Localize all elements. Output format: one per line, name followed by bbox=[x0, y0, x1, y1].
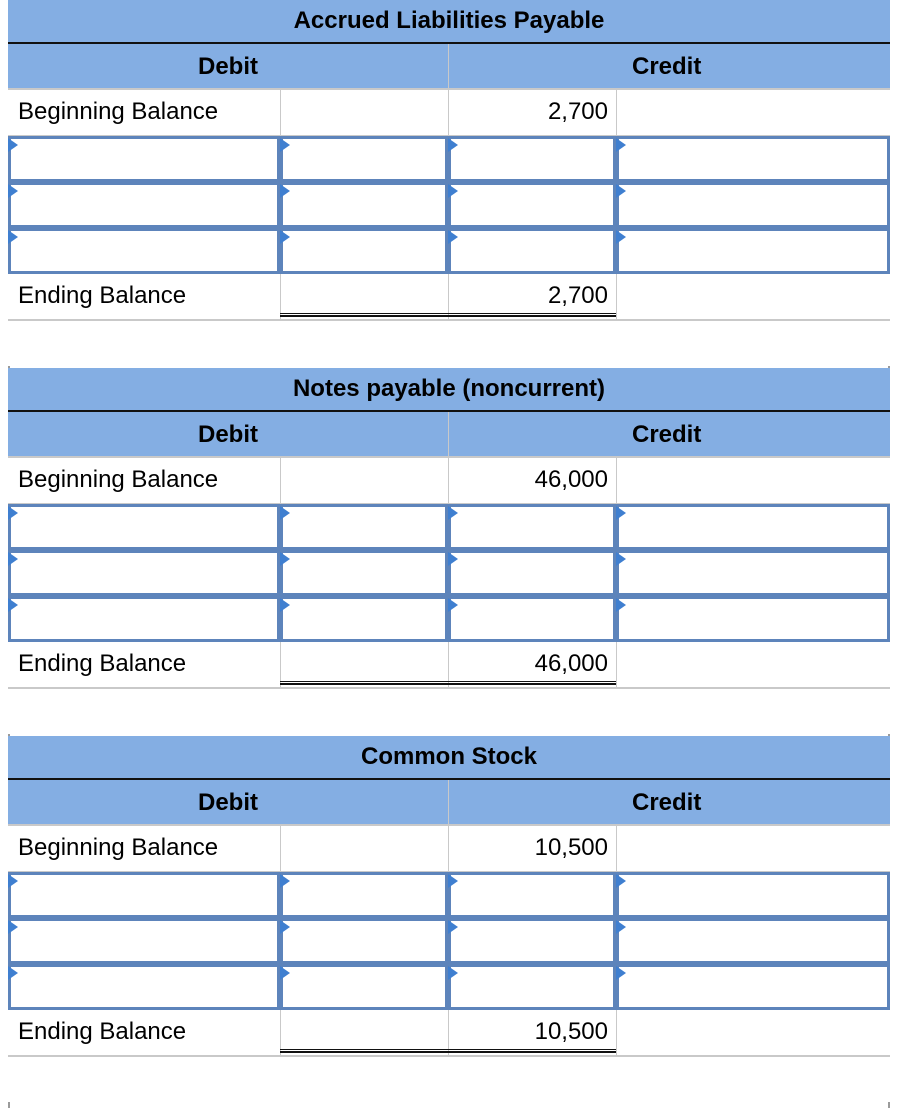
credit-header: Credit bbox=[632, 789, 702, 816]
dropdown-marker-icon bbox=[448, 598, 458, 612]
dropdown-marker-icon bbox=[280, 598, 290, 612]
debit-credit-header bbox=[8, 780, 890, 826]
dropdown-marker-icon bbox=[8, 598, 18, 612]
entry-account-input[interactable] bbox=[11, 507, 277, 547]
double-underline bbox=[280, 1049, 616, 1053]
entry-credit-input[interactable] bbox=[451, 599, 613, 639]
dropdown-marker-icon bbox=[448, 184, 458, 198]
entry-row bbox=[8, 504, 890, 550]
entry-debit-input[interactable] bbox=[283, 921, 445, 961]
dropdown-marker-icon bbox=[448, 920, 458, 934]
entry-account-input[interactable] bbox=[11, 967, 277, 1007]
dropdown-marker-icon bbox=[8, 506, 18, 520]
dropdown-marker-icon bbox=[280, 138, 290, 152]
ending-balance-row bbox=[8, 274, 890, 320]
entry-row bbox=[8, 182, 890, 228]
entry-credit-input[interactable] bbox=[451, 231, 613, 271]
account-accrued-liabilities-payable bbox=[8, 0, 890, 368]
entry-account-input-credit-side[interactable] bbox=[619, 875, 887, 915]
beginning-debit-cell bbox=[280, 458, 448, 503]
beginning-balance-label: Beginning Balance bbox=[18, 834, 219, 861]
entry-account-input[interactable] bbox=[11, 875, 277, 915]
dropdown-marker-icon bbox=[280, 506, 290, 520]
entry-credit-input[interactable] bbox=[451, 875, 613, 915]
dropdown-marker-icon bbox=[8, 920, 18, 934]
beginning-debit-cell bbox=[280, 826, 448, 871]
beginning-balance-row bbox=[8, 90, 890, 136]
ending-balance-label: Ending Balance bbox=[18, 282, 187, 309]
entry-debit-input[interactable] bbox=[283, 967, 445, 1007]
debit-header: Debit bbox=[198, 53, 258, 80]
ending-balance-label: Ending Balance bbox=[18, 650, 187, 677]
beginning-blank-cell bbox=[616, 90, 890, 135]
entry-credit-input[interactable] bbox=[451, 139, 613, 179]
beginning-balance-label: Beginning Balance bbox=[18, 466, 219, 493]
ending-balance-amount: 10,500 bbox=[534, 1018, 608, 1045]
account-notes-payable-noncurrent bbox=[8, 368, 890, 736]
header-divider bbox=[448, 780, 449, 824]
dropdown-marker-icon bbox=[280, 966, 290, 980]
ending-blank-cell bbox=[616, 1010, 890, 1055]
entry-account-input-credit-side[interactable] bbox=[619, 921, 887, 961]
entry-row bbox=[8, 964, 890, 1010]
entry-debit-input[interactable] bbox=[283, 553, 445, 593]
entry-debit-input[interactable] bbox=[283, 231, 445, 271]
dropdown-marker-icon bbox=[616, 920, 626, 934]
beginning-blank-cell bbox=[616, 826, 890, 871]
account-title-row bbox=[8, 0, 890, 44]
beginning-balance-row bbox=[8, 826, 890, 872]
credit-header: Credit bbox=[632, 421, 702, 448]
account-title: Accrued Liabilities Payable bbox=[293, 7, 605, 34]
entry-row bbox=[8, 918, 890, 964]
dropdown-marker-icon bbox=[8, 552, 18, 566]
entry-debit-input[interactable] bbox=[283, 185, 445, 225]
beginning-balance-amount: 10,500 bbox=[534, 834, 608, 861]
dropdown-marker-icon bbox=[8, 874, 18, 888]
entry-credit-input[interactable] bbox=[451, 507, 613, 547]
ending-balance-row bbox=[8, 642, 890, 688]
entry-account-input-credit-side[interactable] bbox=[619, 553, 887, 593]
dropdown-marker-icon bbox=[280, 184, 290, 198]
entry-credit-input[interactable] bbox=[451, 921, 613, 961]
debit-credit-header bbox=[8, 44, 890, 90]
debit-header: Debit bbox=[198, 421, 258, 448]
dropdown-marker-icon bbox=[448, 138, 458, 152]
entry-account-input-credit-side[interactable] bbox=[619, 231, 887, 271]
entry-credit-input[interactable] bbox=[451, 185, 613, 225]
entry-account-input-credit-side[interactable] bbox=[619, 507, 887, 547]
beginning-credit-cell bbox=[448, 826, 616, 871]
double-underline bbox=[280, 313, 616, 317]
dropdown-marker-icon bbox=[616, 966, 626, 980]
ending-balance-label: Ending Balance bbox=[18, 1018, 187, 1045]
entry-debit-input[interactable] bbox=[283, 507, 445, 547]
entry-debit-input[interactable] bbox=[283, 599, 445, 639]
account-title: Common Stock bbox=[360, 743, 537, 770]
ending-blank-cell bbox=[616, 274, 890, 319]
dropdown-marker-icon bbox=[448, 230, 458, 244]
ending-balance-amount: 2,700 bbox=[547, 282, 608, 309]
dropdown-marker-icon bbox=[616, 506, 626, 520]
debit-header: Debit bbox=[198, 789, 258, 816]
dropdown-marker-icon bbox=[8, 138, 18, 152]
dropdown-marker-icon bbox=[8, 966, 18, 980]
entry-credit-input[interactable] bbox=[451, 967, 613, 1007]
entry-row bbox=[8, 136, 890, 182]
debit-credit-header bbox=[8, 412, 890, 458]
dropdown-marker-icon bbox=[448, 966, 458, 980]
beginning-credit-cell bbox=[448, 458, 616, 503]
dropdown-marker-icon bbox=[616, 552, 626, 566]
beginning-balance-amount: 46,000 bbox=[534, 466, 608, 493]
beginning-debit-cell bbox=[280, 90, 448, 135]
dropdown-marker-icon bbox=[280, 874, 290, 888]
entry-account-input[interactable] bbox=[11, 921, 277, 961]
entry-row bbox=[8, 550, 890, 596]
entry-account-input[interactable] bbox=[11, 553, 277, 593]
account-title-row bbox=[8, 368, 890, 412]
dropdown-marker-icon bbox=[280, 230, 290, 244]
dropdown-marker-icon bbox=[448, 874, 458, 888]
dropdown-marker-icon bbox=[448, 552, 458, 566]
beginning-balance-amount: 2,700 bbox=[547, 98, 608, 125]
spacer-row bbox=[8, 1056, 890, 1102]
entry-account-input[interactable] bbox=[11, 231, 277, 271]
beginning-balance-label: Beginning Balance bbox=[18, 98, 219, 125]
entry-debit-input[interactable] bbox=[283, 139, 445, 179]
dropdown-marker-icon bbox=[616, 138, 626, 152]
dropdown-marker-icon bbox=[616, 230, 626, 244]
dropdown-marker-icon bbox=[448, 506, 458, 520]
header-divider bbox=[448, 44, 449, 88]
ending-balance-amount: 46,000 bbox=[534, 650, 608, 677]
entry-account-input-credit-side[interactable] bbox=[619, 967, 887, 1007]
ending-blank-cell bbox=[616, 642, 890, 687]
beginning-balance-row bbox=[8, 458, 890, 504]
account-title-row bbox=[8, 736, 890, 780]
account-common-stock bbox=[8, 736, 890, 1104]
ending-balance-row bbox=[8, 1010, 890, 1056]
entry-account-input-credit-side[interactable] bbox=[619, 599, 887, 639]
entry-row bbox=[8, 596, 890, 642]
beginning-credit-cell bbox=[448, 90, 616, 135]
dropdown-marker-icon bbox=[280, 920, 290, 934]
dropdown-marker-icon bbox=[8, 184, 18, 198]
entry-account-input[interactable] bbox=[11, 185, 277, 225]
double-underline bbox=[280, 681, 616, 685]
entry-credit-input[interactable] bbox=[451, 553, 613, 593]
spacer-row bbox=[8, 320, 890, 366]
entry-account-input[interactable] bbox=[11, 139, 277, 179]
dropdown-marker-icon bbox=[616, 184, 626, 198]
entry-row bbox=[8, 228, 890, 274]
dropdown-marker-icon bbox=[616, 874, 626, 888]
entry-row bbox=[8, 872, 890, 918]
dropdown-marker-icon bbox=[8, 230, 18, 244]
credit-header: Credit bbox=[632, 53, 702, 80]
spacer-row bbox=[8, 688, 890, 734]
dropdown-marker-icon bbox=[280, 552, 290, 566]
account-title: Notes payable (noncurrent) bbox=[292, 375, 606, 402]
entry-debit-input[interactable] bbox=[283, 875, 445, 915]
entry-account-input[interactable] bbox=[11, 599, 277, 639]
beginning-blank-cell bbox=[616, 458, 890, 503]
header-divider bbox=[448, 412, 449, 456]
entry-account-input-credit-side[interactable] bbox=[619, 185, 887, 225]
entry-account-input-credit-side[interactable] bbox=[619, 139, 887, 179]
dropdown-marker-icon bbox=[616, 598, 626, 612]
